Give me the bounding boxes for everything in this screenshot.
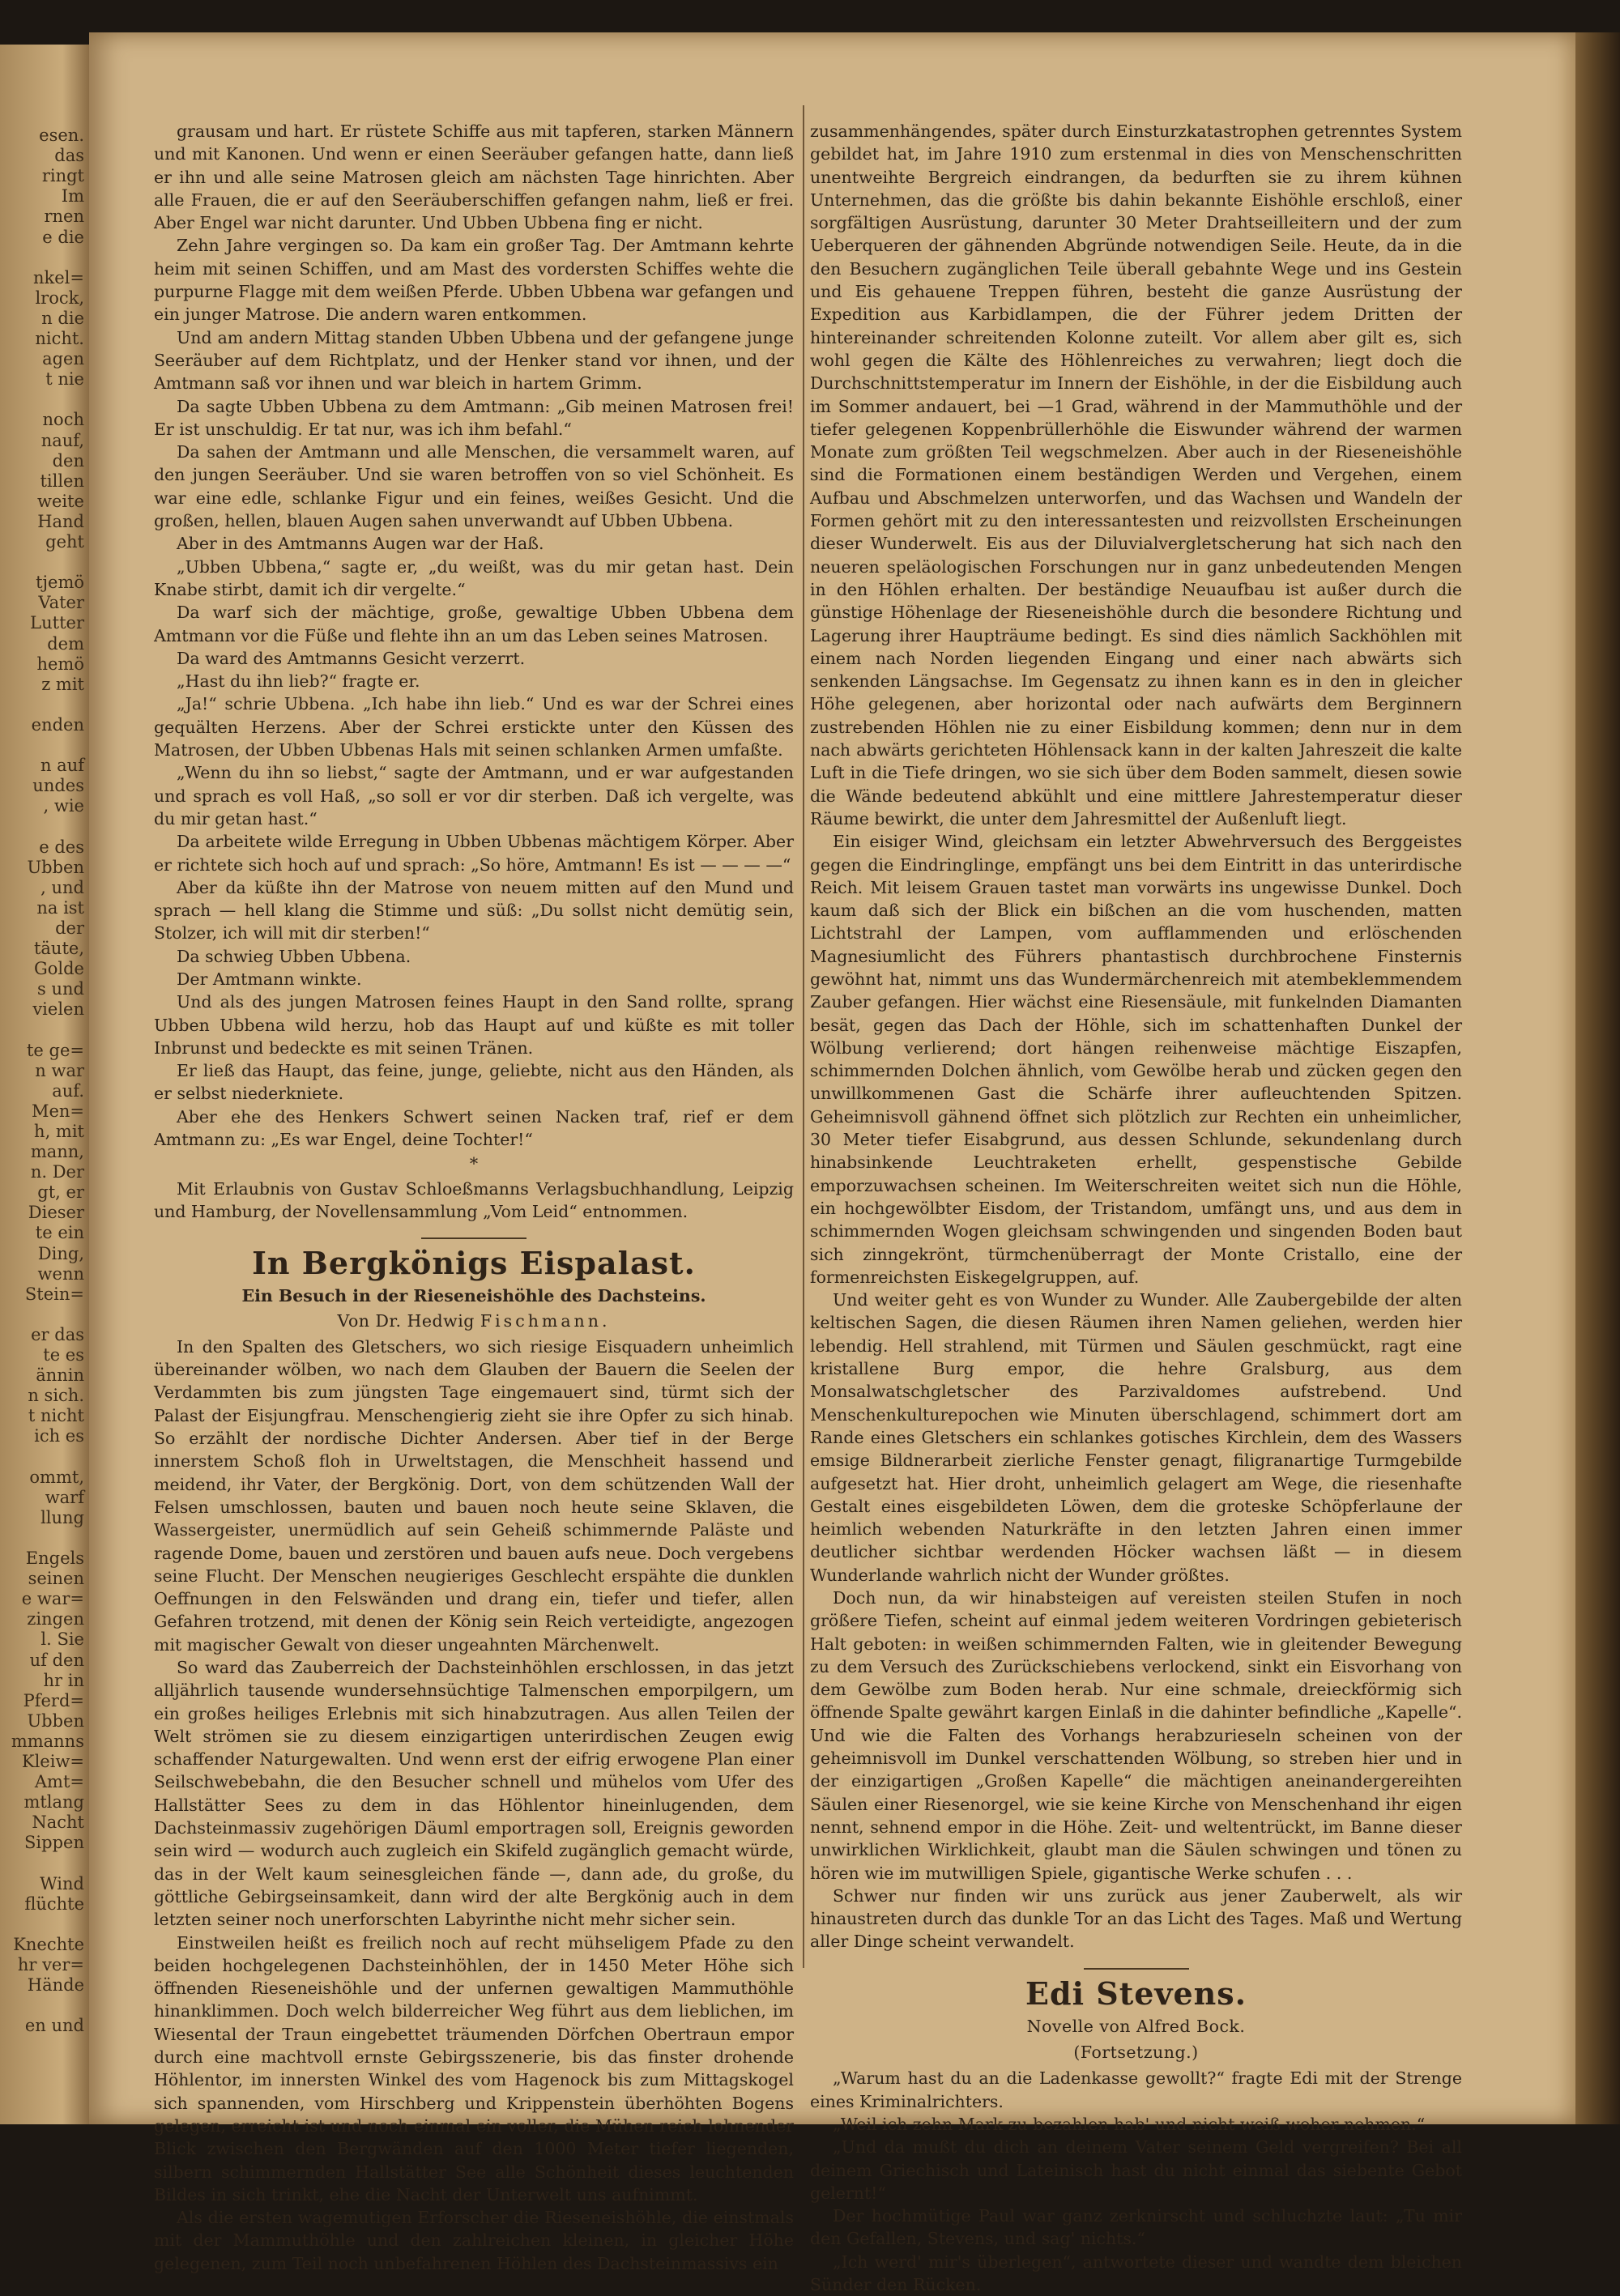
novel-paragraph: „Warum hast du an die Ladenkasse gewollt?“ fragte Edi mit der Strenge eines Kriminalrichters. xyxy=(810,2068,1462,2111)
novel-title: Edi Stevens. xyxy=(1025,1974,1247,2012)
story-paragraph: „Ubben Ubbena,“ sagte er, „du weißt, was du mir getan hast. Dein Knabe stirbt, damit ich dir vergelte.“ xyxy=(154,556,794,599)
margin-fragment: n war xyxy=(35,1060,84,1080)
margin-fragment: geht xyxy=(45,532,84,552)
novel-paragraph: „Weil ich zehn Mark zu bezahlen hab' und nicht weiß woher nehmen.“ xyxy=(833,2114,1426,2134)
margin-fragment: Im xyxy=(61,186,84,207)
margin-fragment: er das xyxy=(31,1324,84,1344)
margin-fragment: ich es xyxy=(34,1426,84,1446)
margin-fragment: n sich. xyxy=(28,1386,84,1406)
story-paragraph: „Hast du ihn lieb?“ fragte er. xyxy=(177,671,420,692)
margin-fragment: lrock, xyxy=(35,288,84,308)
article-byline xyxy=(154,1310,794,1332)
margin-fragment: warf xyxy=(45,1487,84,1507)
story-paragraph: Der Amtmann winkte. xyxy=(177,969,362,989)
story-paragraph: Da warf sich der mächtige, große, gewaltige Ubben Ubbena dem Amtmann vor die Füße und flehte ihn an um das Leben seines Matrosen. xyxy=(154,603,794,645)
article-title: In Bergkönigs Eispalast. xyxy=(252,1245,696,1282)
margin-fragment: llung xyxy=(40,1507,84,1527)
column-rule xyxy=(803,105,804,1968)
margin-fragment: Engels xyxy=(25,1548,84,1568)
margin-fragment: e die xyxy=(42,227,84,247)
margin-fragment: Hand xyxy=(37,511,84,531)
margin-fragment: Ding, xyxy=(37,1243,84,1263)
margin-fragment: z mit xyxy=(41,674,84,694)
margin-fragment: zingen xyxy=(27,1609,84,1629)
section-star: * xyxy=(469,1154,479,1174)
article-paragraph: Und weiter geht es von Wunder zu Wunder. Alle Zaubergebilde der alten keltischen Sagen, die diesen Räumen ihren Namen geliehen, werden hier lebendig. Hell strahlend, mit Türmen und Säulen geschmückt, ragt eine kristallene Burg empor, die hehre Gralsburg, aus dem Monsalwatschgletscher des Parzivaldomes aufstrebend. Und Menschenkulturepochen wie Minuten überschlagend, schimmert dort am Rande eines Gletschers ein schlankes gotisches Kirchlein, dem des Wassers emsige Bildnerarbeit zierliche Fenster genagt, filigranartige Turmgebilde aufgesetzt hat. Hier droht, unheimlich gelagert am Wege, die riesenhafte Gestalt eines eisgebildeten Löwen, dem die groteske Schöpferlaune der heimlich webenden Naturkräfte in den letzten Jahren einen immer deutlicher sichtbar werdenden Höcker wachsen läßt — in diesem Wunderlande wahrlich nicht der Wunder größtes. xyxy=(810,1290,1462,1585)
margin-fragment: rnen xyxy=(44,207,84,227)
margin-fragment: Nacht xyxy=(32,1813,84,1833)
margin-fragment: mann, xyxy=(30,1142,84,1161)
novel-note: (Fortsetzung.) xyxy=(1073,2043,1199,2063)
margin-fragment: te ein xyxy=(35,1223,84,1243)
margin-fragment: en und xyxy=(24,2016,84,2036)
margin-fragment: Men= xyxy=(31,1101,84,1121)
novel-paragraph: „Und da mußt du dich an deinem Vater seinem Geld vergreifen? Bei all deinem Griechisch und Lateinisch hast du nicht einmal das siebente Gebot gelernt!“ xyxy=(810,2137,1462,2203)
margin-fragment: den xyxy=(52,450,84,471)
story-paragraph: Er ließ das Haupt, das feine, junge, geliebte, nicht aus den Händen, als er selbst niederkniete. xyxy=(154,1061,794,1104)
margin-fragment: hr ver= xyxy=(17,1955,84,1974)
margin-fragment: tjemö xyxy=(36,573,84,593)
byline-name: Fischmann. xyxy=(480,1310,611,1331)
margin-fragment: Ubben xyxy=(27,1710,84,1731)
story-continuation xyxy=(154,120,794,1151)
margin-fragment: noch xyxy=(42,410,84,430)
novel-paragraph: „Ich werd' mir's überlegen“, antwortete dieser und wandte dem bleichen Sünder den Rücken. xyxy=(810,2251,1462,2295)
left-page-margin xyxy=(0,45,89,2124)
margin-fragment: nicht. xyxy=(35,329,84,348)
margin-fragment: nauf, xyxy=(40,430,84,450)
margin-fragment: Sippen xyxy=(24,1833,84,1853)
margin-fragment: t nie xyxy=(45,369,84,390)
margin-fragment: undes xyxy=(32,776,84,796)
margin-fragment: Amt= xyxy=(34,1772,84,1792)
article-body-left xyxy=(154,1335,794,2275)
novel-paragraph: Der hochmütige Paul war ganz zerknirscht und schluchzte laut: „Tu mir den Gefallen, Stevens, und sag' nichts.“ xyxy=(810,2206,1462,2249)
margin-fragment: te es xyxy=(43,1345,84,1365)
margin-fragment: na ist xyxy=(36,897,84,918)
story-paragraph: Und am andern Mittag standen Ubben Ubbena und der gefangene junge Seeräuber auf dem Richtplatz, und der Henker stand vor ihnen, und der Amtmann saß vor ihnen und war bleich in hartem Grimm. xyxy=(154,327,794,394)
margin-fragment: Vater xyxy=(38,593,84,613)
article-paragraph: In den Spalten des Gletschers, wo sich riesige Eisquadern unheimlich übereinander wölben, wo nach dem Glauben der Bauern die Seelen der Verdammten bis zum jüngsten Tage eingemauert sind, türmt sich der Palast der Eisjungfrau. Menschengierig zieht sie ihre Opfer zu sich hinab. So erzählt der nordische Dichter Andersen. Aber tief in der Berge innerstem Schoß floh in Urweltstagen, die Menschheit hassend und meidend, ihr Vater, der Bergkönig. Dort, von dem schützenden Wall der Felsen umschlossen, bauten und bauen noch heute seine Sklaven, die Wassergeister, unermüdlich auf sein Geheiß schimmernde Paläste und ragende Dome, bauen und zerstören und bauen aufs neue. Doch vergebens seine Flucht. Der Menschen neugieriges Geschlecht erspähte die dunklen Oeffnungen in den Felswänden und drang ein, tiefer und tiefer, allen Gefahren trotzend, mit denen der König sein Reich verteidigte, angezogen mit magischer Gewalt von dieser ungeahnten Märchenwelt. xyxy=(154,1336,794,1655)
article-paragraph: So ward das Zauberreich der Dachsteinhöhlen erschlossen, in das jetzt alljährlich tausende wundersehnsüchtige Talmenschen emporpilgern, um ein großes heiliges Erlebnis mit sich hinabzutragen. Aus allen Teilen der Welt strömen sie zu diesem einzigartigen unterirdischen Zeugen ewig schaffender Naturgewalten. Und wenn erst der eifrig erwogene Plan einer Seilschwebebahn, die den Besucher schnell und mühelos vom Ufer des Hallstätter Sees zu dem in das Höhlentor hineinlugenden, dem Dachsteinmassiv zugehörigen Däuml emportragen soll, Ereignis geworden sein wird — wodurch auch zugleich ein Skifeld zugänglich gemacht würde, das in der Welt kaum seinesgleichen fände —, dann ade, du große, du göttliche Gebirgseinsamkeit, dann wird der alte Bergkönig auch in dem letzten seiner noch unerforschten Labyrinthe nicht mehr sicher sein. xyxy=(154,1658,794,1930)
margin-fragment: Pferd= xyxy=(23,1690,84,1710)
article-paragraph: Einstweilen heißt es freilich noch auf recht mühseligem Pfade zu den beiden hochgelegenen Dachsteinhöhlen, der in 1450 Meter Höhe sich öffnenden Rieseneishöhle und der unfernen gewaltigen Mammuthöhle hinanklimmen. Doch welch bilderreicher Weg führt aus dem lieblichen, im Wiesental der Traun eingebettet träumenden Dörfchen Obertraun empor durch eine machtvoll ernste Gebirgsszenerie, bis das finster drohende Höhlentor, im innersten Winkel des vom Hagenock bis zum Mittagskogel sich spannenden, vom Hirschberg und Krippenstein überhöhten Bogens gelegen, erreicht ist und noch einmal ein voller, die Mühen reich lohnender Blick zwischen den Bergwänden auf den 1000 Meter tiefer liegenden, silbern schimmernden Hallstätter See alle Schönheit dieses leuchtenden Bildes in sich trinkt, ehe die Nacht der Unterwelt uns aufnimmt. xyxy=(154,1932,794,2204)
margin-fragment: seinen xyxy=(28,1569,84,1589)
publisher-credit: Mit Erlaubnis von Gustav Schloeßmanns Verlagsbuchhandlung, Leipzig und Hamburg, der Novellensammlung „Vom Leid“ entnommen. xyxy=(154,1178,794,1221)
margin-fragment: Wind xyxy=(40,1873,84,1893)
book-edge xyxy=(1575,32,1620,2124)
margin-fragment: Knechte xyxy=(13,1934,84,1954)
margin-fragment: ommt, xyxy=(29,1467,84,1487)
margin-fragment: n. Der xyxy=(30,1162,84,1182)
margin-fragment: uf den xyxy=(29,1650,84,1670)
margin-fragment: flüchte xyxy=(24,1893,84,1914)
margin-fragment: Lutter xyxy=(30,613,84,633)
story-paragraph: Aber da küßte ihn der Matrose von neuem mitten auf den Mund und sprach — hell klang die Stimme und süß: „Du sollst nicht demütig sein, Stolzer, ich will mit dir sterben!“ xyxy=(154,877,794,944)
article-subtitle: Ein Besuch in der Rieseneishöhle des Dachsteins. xyxy=(241,1286,706,1306)
margin-fragment: agen xyxy=(42,349,84,369)
margin-fragment: wenn xyxy=(37,1263,84,1284)
margin-fragment: dem xyxy=(47,633,84,654)
byline-prefix: Von Dr. Hedwig xyxy=(337,1310,475,1331)
margin-fragment: Dieser xyxy=(28,1203,84,1223)
margin-fragment: , und xyxy=(40,877,84,897)
margin-fragment: enden xyxy=(31,714,84,735)
margin-fragment: n auf xyxy=(40,756,84,776)
article-paragraph: zusammenhängendes, später durch Einsturzkatastrophen getrenntes System gebildet hat, im Jahre 1910 zum erstenmal in dies von Menschenschritten unentweihte Bergreich eindrangen, da bedurften sie zu ihrem kühnen Unternehmen, das die größte bis dahin bekannte Eishöhle erschloß, einer sorgfältigen Ausrüstung, darunter 30 Meter Drahtseilleitern und der zum Ueberqueren der gähnenden Abgründe notwendigen Seile. Heute, da in die den Besuchern zugänglichen Teile überall gebahnte Wege und ins Gestein und Eis gehauene Treppen führen, besteht die ganze Ausrüstung der Expedition aus Karbidlampen, die der Führer jedem Dritten der hintereinander schreitenden Kolonne zuteilt. Vor allem aber gilt es, sich wohl gegen die Kälte des Höhlenreiches zu verwahren; liegt doch die Durchschnittstemperatur im Innern der Eishöhle, in der die Eisbildung auch im Sommer andauert, bei —1 Grad, während in der Mammuthöhle und der tiefer gelegenen Koppenbrüllerhöhle die Eiswunder während der warmen Monate zum größten Teil wegschmelzen. Aber auch in der Rieseneishöhle sind die Formationen einem beständigen Werden und Vergehen, einem Aufbau und Abschmelzen unterworfen, und das Wachsen und Wandeln der Formen gehört mit zu den interessantesten und reizvollsten Erscheinungen dieser Wunderwelt. Eis aus der Diluvialvergletscherung hat sich nach den neueren speläologischen Forschungen nur in ganz unbedeutenden Mengen in den Höhlen erhalten. Der beständige Neuaufbau ist außer durch die günstige Höhenlage der Rieseneishöhle durch die besondere Richtung und Lagerung ihrer Haupträume bedingt. Es sind dies nämlich Sackhöhlen mit einem nach Norden liegenden Eingang und einer nach abwärts sich senkenden Längsachse. Im Gegensatz zu ihnen kann es in den in gleicher Höhe gelegenen, aber horizontal oder nach aufwärts dem Berginnern zustrebenden Höhlen nie zu einer Eisbildung kommen; denn nur in dem nach abwärts gerichteten Höhlensack kann in der kalten Jahreszeit die kalte Luft in die Tiefe dringen, wo sie sich über dem Boden sammelt, diesen sowie die Wände bedeutend abkühlt und eine mittlere Jahrestemperatur dieser Räume bewirkt, die unter dem Jahresmittel der Außenluft liegt. xyxy=(810,121,1462,829)
section-divider xyxy=(421,1237,526,1239)
novel-byline: Novelle von Alfred Bock. xyxy=(1026,2016,1246,2036)
article-body-right xyxy=(810,120,1462,1953)
margin-fragment: hr in xyxy=(43,1670,84,1690)
margin-fragment: e war= xyxy=(21,1589,84,1609)
margin-fragment: esen. xyxy=(39,126,84,145)
story-paragraph: Aber ehe des Henkers Schwert seinen Nacken traf, rief er dem Amtmann zu: „Es war Engel, deine Tochter!“ xyxy=(154,1106,794,1150)
story-paragraph: Da arbeitete wilde Erregung in Ubben Ubbenas mächtigem Körper. Aber er richtete sich hoch auf und sprach: „So höre, Amtmann! Es ist — — — —“ xyxy=(154,832,794,875)
margin-fragment: l. Sie xyxy=(40,1629,84,1650)
margin-fragment: te ge= xyxy=(26,1040,84,1060)
margin-fragment: hemö xyxy=(36,654,84,674)
margin-fragment: der xyxy=(55,918,84,938)
story-paragraph: grausam und hart. Er rüstete Schiffe aus mit tapferen, starken Männern und mit Kanonen. Und wenn er einen Seeräuber gefangen hatte, dann ließ er ihn und alle seine Matrosen gleich am nächsten Tage hinrichten. Aber alle Frauen, die er auf den Seeräuberschiffen gefangen nahm, ließ er frei. Aber Engel war nicht darunter. Und Ubben Ubbena fing er nicht. xyxy=(154,121,794,233)
article-paragraph: Schwer nur finden wir uns zurück aus jener Zauberwelt, als wir hinaustreten durch das dunkle Tor an das Licht des Tages. Maß und Wertung aller Dinge scheint verwandelt. xyxy=(810,1885,1462,1952)
story-paragraph: Da sahen der Amtmann und alle Menschen, die versammelt waren, auf den jungen Seeräuber. Und sie waren betroffen von so viel Schönheit. Es war eine edle, schlanke Figur und ein feines, weißes Gesicht. Und die großen, hellen, blauen Augen sahen unverwandt auf Ubben Ubbena. xyxy=(154,442,794,531)
margin-fragment: Stein= xyxy=(24,1284,84,1304)
margin-fragment: t nicht xyxy=(28,1406,84,1426)
novel-body xyxy=(810,2067,1462,2296)
margin-fragment: e des xyxy=(39,837,84,857)
margin-fragment: täute, xyxy=(33,939,84,958)
margin-fragment: Hände xyxy=(27,1975,84,1996)
article-paragraph: Als die ersten wagemutigen Erforscher die Rieseneishöhle, die einstmals mit der Mammuthöhle und den zahlreichen kleinen, in gleicher Höhe gelegenen, zum Teil noch unbefahrenen Höhlen des Dachsteinmassivs ein xyxy=(154,2208,794,2273)
story-paragraph: Aber in des Amtmanns Augen war der Haß. xyxy=(177,534,544,554)
margin-fragment: n die xyxy=(41,308,84,328)
margin-fragment: gt, er xyxy=(37,1182,84,1203)
margin-fragment: das xyxy=(54,146,84,166)
article-paragraph: Ein eisiger Wind, gleichsam ein letzter Abwehrversuch des Berggeistes gegen die Eindringlinge, empfängt uns bei dem Eintritt in das unterirdische Reich. Mit leisem Grauen tastet man vorwärts ins ungewisse Dunkel. Doch kaum daß sich der Blick ein bißchen an die vom huschenden, matten Lichtstrahl der Lampen, vom aufflammenden und erlöschenden Magnesiumlicht des Führers phantastisch durchbrochene Finsternis gewöhnt hat, nimmt uns das Wundermärchenreich mit atembeklemmendem Zauber gefangen. Hier wächst eine Riesensäule, mit funkelnden Diamanten besät, gegen das Dach der Höhle, sich im schattenhaften Dunkel der Wölbung verlierend; dort hängen reihenweise mächtige Eiszapfen, schimmernden Dolchen ähnlich, vom Gewölbe herab und zücken gegen den unwillkommenen Gast die Schärfe ihrer aufleuchtenden Spitzen. Geheimnisvoll gähnend öffnet sich plötzlich zur Rechten ein unheimlicher, 30 Meter tiefer Eisabgrund, aus dessen Schlunde, sekundenlang durch hinabsinkende Leuchtraketen erhellt, gespenstische Gebilde emporzuwachsen scheinen. Im Weiterschreiten weitet sich nun die Höhle, ein hochgewölbter Eisdom, der Tristandom, umfängt uns, und aus dem in schimmernden Wogen gleichsam schwingenden und singenden Boden baut sich zinngekrönt, türmchenüberragt der Monte Cristallo, eine der formenreichsten Eiskegelgruppen, auf. xyxy=(810,832,1462,1287)
margin-fragment: nkel= xyxy=(33,267,84,288)
margin-fragment: s und xyxy=(37,979,84,999)
margin-fragment: tillen xyxy=(40,471,84,491)
story-paragraph: „Wenn du ihn so liebst,“ sagte der Amtmann, und er war aufgestanden und sprach es voll Haß, „so soll er vor dir sterben. Daß ich vergelte, was du mir getan hast.“ xyxy=(154,763,794,829)
margin-fragment: mtlang xyxy=(23,1792,84,1813)
margin-fragment: Kleiw= xyxy=(21,1752,84,1771)
margin-fragment: weite xyxy=(37,491,84,511)
right-column xyxy=(810,120,1462,2296)
margin-fragment: ringt xyxy=(41,166,84,186)
left-column xyxy=(154,120,794,2275)
margin-fragment: ännin xyxy=(36,1365,84,1386)
section-divider xyxy=(1084,1968,1189,1970)
margin-fragment: Golde xyxy=(33,959,84,979)
margin-fragment: h, mit xyxy=(34,1121,84,1141)
story-paragraph: Da sagte Ubben Ubbena zu dem Amtmann: „Gib meinen Matrosen frei! Er ist unschuldig. Er tat nur, was ich ihm befahl.“ xyxy=(154,396,794,439)
story-paragraph: Und als des jungen Matrosen feines Haupt in den Sand rollte, sprang Ubben Ubbena wild herzu, hob das Haupt auf und küßte es mit toller Inbrunst und bedeckte es mit seinen Tränen. xyxy=(154,992,794,1058)
story-paragraph: Da schwieg Ubben Ubbena. xyxy=(177,946,411,966)
margin-fragment: , wie xyxy=(43,796,84,816)
article-paragraph: Doch nun, da wir hinabsteigen auf vereisten steilen Stufen in noch größere Tiefen, scheint auf einmal jedem weiteren Vordringen gebieterisch Halt geboten: in weißen schimmernden Falten, wie in gleitender Bewegung zu dem Versuch des Zurückschiebens verlockend, sinkt ein Eisvorhang von dem Gewölbe zum Boden herab. Nur eine schmale, dreieckförmig sich öffnende Spalte gewährt kargen Einlaß in die dahinter befindliche „Kapelle“. Und wie die Falten des Vorhangs herabzurieseln scheinen von der geheimnisvoll im Dunkel verschattenden Wölbung, so streben hier und in der einzigartigen „Großen Kapelle“ die mächtigen aneinandergereihten Säulen einer Riesenorgel, wie sie keine Kirche von Menschenhand ihr eigen nennt, sehnend empor in die Höhe. Zeit- und weltentrückt, im Banne dieser unwirklichen Wirklichkeit, glaubt man die Säulen schwingen und tönen zu hören wie im mutwilligen Spiele, gigantische Werke schufen . . . xyxy=(810,1588,1462,1883)
story-paragraph: „Ja!“ schrie Ubbena. „Ich habe ihn lieb.“ Und es war der Schrei eines gequälten Herzens. Aber der Schrei erstickte unter den Küssen des Matrosen, der Ubben Ubbenas Hals mit seinen schlanken Armen umfaßte. xyxy=(154,694,794,760)
margin-fragment: vielen xyxy=(32,999,84,1020)
margin-fragment: mmanns xyxy=(11,1731,84,1751)
margin-fragment: Ubben xyxy=(27,857,84,877)
margin-fragment: auf. xyxy=(52,1080,84,1101)
story-paragraph: Zehn Jahre vergingen so. Da kam ein großer Tag. Der Amtmann kehrte heim mit seinen Schiffen, und am Mast des vordersten Schiffes wehte die purpurne Flagge mit dem weißen Pferde. Ubben Ubbena war gefangen und ein junger Matrose. Die andern waren entkommen. xyxy=(154,236,794,325)
story-paragraph: Da ward des Amtmanns Gesicht verzerrt. xyxy=(177,648,526,668)
